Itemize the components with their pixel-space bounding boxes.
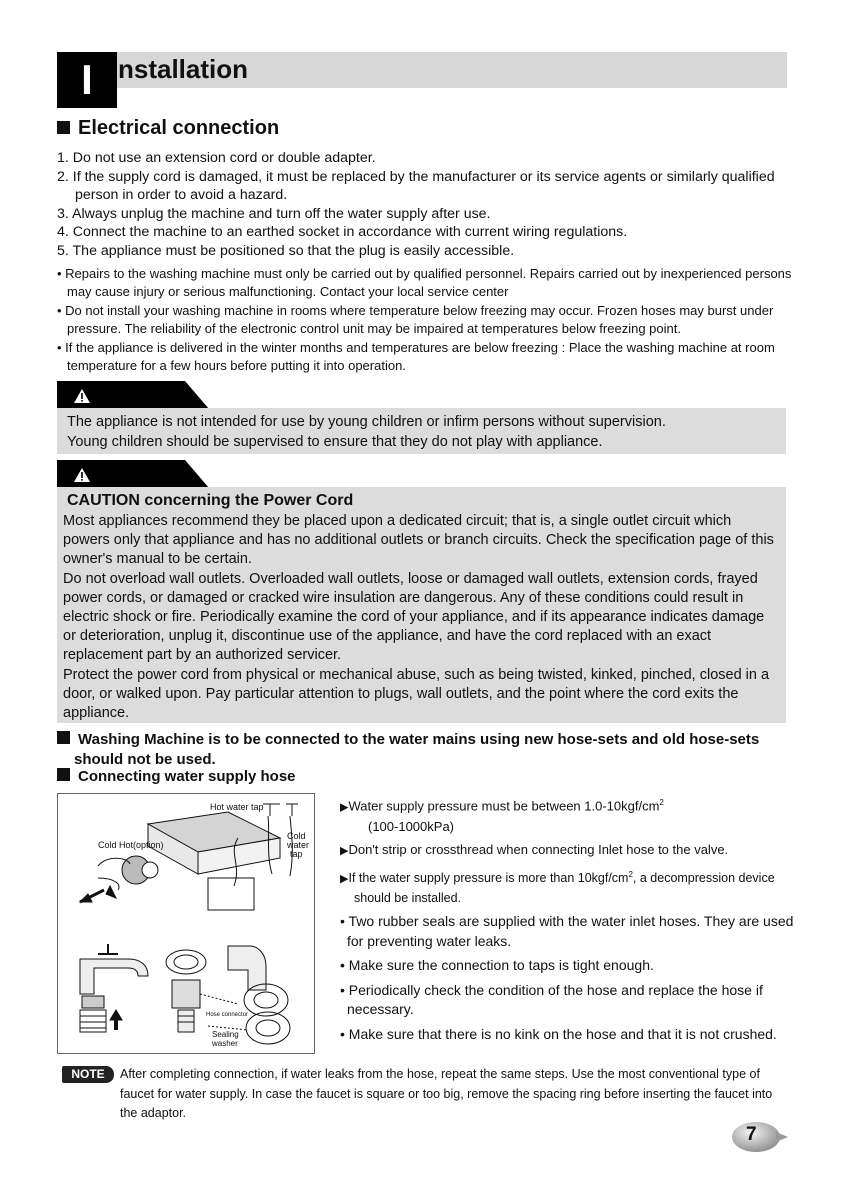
list-item: • Periodically check the condition of the hose and replace the hose if necessary. [340, 981, 763, 1018]
page-number-bubble [730, 1120, 790, 1154]
page-title: nstallation [118, 54, 249, 84]
list-item: • Two rubber seals are supplied with the water inlet hoses. They are used for preventing water leaks. [340, 913, 794, 949]
label-sealing-2: washer [212, 1039, 238, 1048]
instruction-pressure: ▶Water supply pressure must be between $1.0-10kgf/cm^2$ (100-1000kPa) [340, 798, 664, 835]
caution-heading: CAUTION concerning the Power Cord [67, 492, 354, 509]
hose-connection-figure [57, 793, 315, 1054]
hose-instructions [340, 793, 800, 1049]
arrow-right-icon: ▶ [340, 845, 349, 858]
numbered-list [57, 149, 797, 260]
warning-tab-2 [57, 460, 217, 488]
caution-paragraph: Do not overload wall outlets. Overloaded wall outlets, loose or damaged wall outlets, extension cords, frayed power cords, or damaged or cracked wire insulation are dangerous. Any of these conditions could result in electric shock or fire. Periodically examine the cord of your appliance, and if its appearance indicates damage or deterioration, unplug it, discontinue use of the appliance, and have the cord replaced with an exact replacement part by an authorized servicer. [63, 570, 765, 664]
label-hot-water-tap: Hot water tap [210, 802, 264, 812]
warning-box-children: The appliance is not intended for use by young children or infirm persons without supervision. Young children should be supervised to ensure that they do not play with appliance. [57, 408, 786, 454]
instruction-decompression: ▶If the water supply pressure is more than $10kgf/cm^2$, a decompression device should be installed. [340, 870, 775, 906]
bullet-square-icon [57, 121, 70, 134]
section-title-electrical: Electrical connection [57, 117, 279, 140]
list-item: 2. If the supply cord is damaged, it must be replaced by the manufacturer or its service agents or similarly qualified person in order to avoid a hazard. [57, 168, 775, 203]
header-initial: I [81, 56, 93, 103]
page-number: 7 [746, 1124, 757, 1145]
caution-paragraph: Most appliances recommend they be placed upon a dedicated circuit; that is, a single outlet circuit which powers only that appliance and has no additional outlets or branch circuits. Check the specification page of this owner's manual to be certain. [63, 513, 774, 568]
bullet-square-icon [57, 731, 70, 744]
label-cold-hot-option: Cold Hot(option) [98, 840, 164, 850]
instruction-crossthread: ▶Don't strip or crossthread when connecting Inlet hose to the valve. [340, 842, 729, 858]
list-item: 5. The appliance must be positioned so that the plug is easily accessible. [57, 242, 515, 259]
note-badge: NOTE [62, 1066, 114, 1083]
arrow-right-icon: ▶ [340, 801, 349, 814]
label-cold-water-tap-2: water [287, 840, 310, 850]
label-hose-connector: Hose connector [206, 1012, 249, 1018]
list-item: • Do not install your washing machine in rooms where temperature below freezing may occur. Frozen hoses may burst under pressure. The reliability of the electronic control unit may be impaired at temperatures below freezing point. [57, 302, 774, 337]
section-title-water-mains: Washing Machine is to be connected to the water mains using new hose-sets and old hose-sets should not be used. [57, 730, 797, 770]
label-sealing-1: Sealing [212, 1030, 239, 1039]
section-title-hose: Connecting water supply hose [57, 767, 296, 787]
list-item: • Make sure the connection to taps is tight enough. [340, 957, 654, 974]
list-item: 3. Always unplug the machine and turn off the water supply after use. [57, 205, 491, 222]
caution-paragraph: Protect the power cord from physical or mechanical abuse, such as being twisted, kinked, pinched, closed in a door, or walked upon. Pay particular attention to plugs, wall outlets, and the point where the cord exits the appliance. [63, 666, 770, 722]
label-cold-water-tap-1: Cold [287, 831, 306, 841]
hose-diagram [58, 794, 314, 1053]
list-item: • Make sure that there is no kink on the hose and that it is not crushed. [340, 1025, 777, 1042]
warning-tab-1 [57, 381, 217, 409]
list-item: • Repairs to the washing machine must only be carried out by qualified personnel. Repairs carried out by inexperienced persons may cause injury or serious malfunctioning. Contact your local service center [57, 266, 792, 300]
list-item: 4. Connect the machine to an earthed socket in accordance with current wiring regulations. [57, 224, 628, 240]
note-text: After completing connection, if water leaks from the hose, repeat the same steps. Use the most conventional type of faucet for water supply. In case the faucet is square or too big, remove the spacing ring before inserting the faucet into the adaptor. [120, 1067, 773, 1120]
bullet-square-icon [57, 768, 70, 781]
bullet-list [57, 265, 797, 375]
warning-box-power-cord [57, 487, 786, 723]
label-cold-water-tap-3: tap [290, 849, 303, 859]
list-item: 1. Do not use an extension cord or double adapter. [57, 150, 376, 166]
arrow-right-icon: ▶ [340, 873, 349, 886]
list-item: • If the appliance is delivered in the winter months and temperatures are below freezing : Place the washing machine at room temperature for a few hours before putting it into operation. [57, 339, 775, 374]
